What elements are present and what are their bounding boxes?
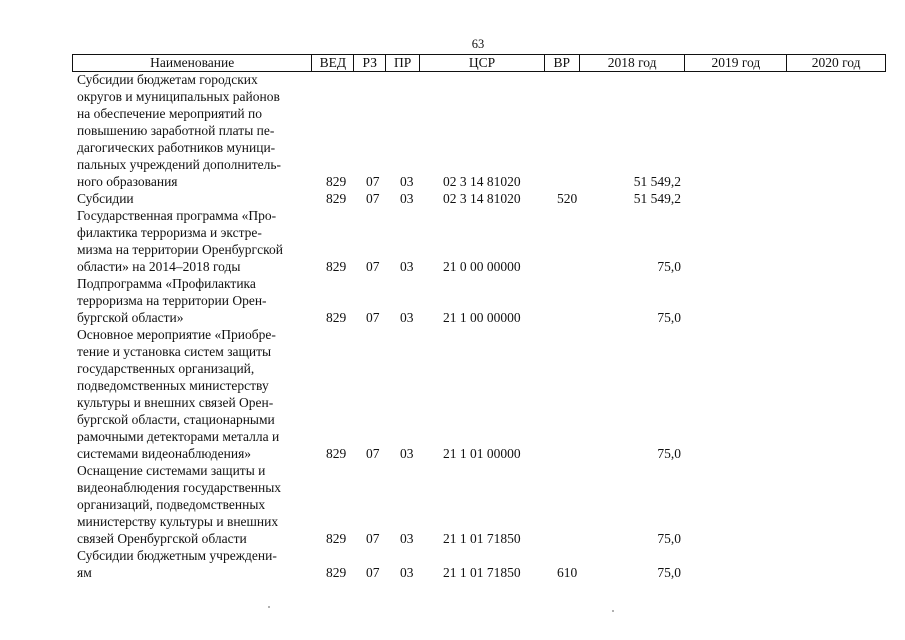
row-name: Субсидии бюджетным учреждени- ям <box>77 548 277 580</box>
row-ved: 829 <box>326 531 347 546</box>
row-ved: 829 <box>326 259 347 274</box>
row-csr: 21 1 00 00000 <box>443 310 521 325</box>
row-rz: 07 <box>366 191 380 206</box>
header-vr: ВР <box>545 55 580 71</box>
row-2018: 75,0 <box>657 259 681 274</box>
row-csr: 21 1 01 71850 <box>443 565 521 580</box>
row-csr: 21 0 00 00000 <box>443 259 521 274</box>
row-rz: 07 <box>366 531 380 546</box>
header-pr: ПР <box>386 55 420 71</box>
row-csr: 21 1 01 00000 <box>443 446 521 461</box>
table-row <box>0 326 905 462</box>
table-row <box>0 190 905 207</box>
row-pr: 03 <box>400 191 414 206</box>
row-pr: 03 <box>400 174 414 189</box>
table-header <box>72 54 886 72</box>
row-rz: 07 <box>366 310 380 325</box>
row-pr: 03 <box>400 446 414 461</box>
row-name: Оснащение системами защиты и видеонаблюдения государственных организаций, подведомственных министерству культуры и внешних связей Оренбургской области <box>77 463 282 546</box>
row-name: Субсидии <box>77 191 134 206</box>
row-pr: 03 <box>400 259 414 274</box>
row-2018: 75,0 <box>657 310 681 325</box>
row-rz: 07 <box>366 565 380 580</box>
header-2020: 2020 год <box>811 55 861 70</box>
row-name: Подпрограмма «Профилактика терроризма на территории Орен- бургской области» <box>77 276 267 325</box>
table-row <box>0 275 905 326</box>
row-pr: 03 <box>400 531 414 546</box>
header-ved: ВЕД <box>312 55 354 71</box>
row-pr: 03 <box>400 310 414 325</box>
row-name: Основное мероприятие «Приобре- тение и установка систем защиты государственных организаций, подведомственных министерству культуры и внешних связей Орен- бургской области, стационарными рамочными детекторами металла и системами видеонаблюдения» <box>77 327 280 461</box>
row-rz: 07 <box>366 174 380 189</box>
row-ved: 829 <box>326 174 347 189</box>
row-vr: 520 <box>557 191 578 206</box>
row-2018: 75,0 <box>657 531 681 546</box>
header-csr: ЦСР <box>420 55 545 71</box>
page-number: 63 <box>471 37 485 51</box>
table-row <box>0 547 905 581</box>
row-rz: 07 <box>366 446 380 461</box>
header-rz: РЗ <box>354 55 386 71</box>
row-2018: 75,0 <box>657 565 681 580</box>
table-row <box>0 71 905 190</box>
row-2018: 51 549,2 <box>633 174 681 189</box>
row-csr: 02 3 14 81020 <box>443 174 521 189</box>
table-body <box>0 71 905 581</box>
row-ved: 829 <box>326 446 347 461</box>
row-rz: 07 <box>366 259 380 274</box>
header-2018: 2018 год <box>580 55 686 71</box>
row-2018: 75,0 <box>657 446 681 461</box>
row-csr: 02 3 14 81020 <box>443 191 521 206</box>
row-ved: 829 <box>326 565 347 580</box>
scan-speck <box>612 610 614 612</box>
row-name: Субсидии бюджетам городских округов и муниципальных районов на обеспечение мероприятий по повышению заработной платы пе- дагогических работников муници- пальных учреждений дополнитель- ного образования <box>77 72 282 189</box>
row-pr: 03 <box>400 565 414 580</box>
row-csr: 21 1 01 71850 <box>443 531 521 546</box>
table-row <box>0 462 905 547</box>
header-2019: 2019 год <box>685 55 787 71</box>
row-vr: 610 <box>557 565 578 580</box>
table-row <box>0 207 905 275</box>
header-name: Наименование <box>73 55 312 71</box>
row-ved: 829 <box>326 310 347 325</box>
row-name: Государственная программа «Про- филактика терроризма и экстре- мизма на территории Оренбургской области» на 2014–2018 годы <box>77 208 283 274</box>
scan-speck <box>268 606 270 608</box>
row-ved: 829 <box>326 191 347 206</box>
row-2018: 51 549,2 <box>633 191 681 206</box>
